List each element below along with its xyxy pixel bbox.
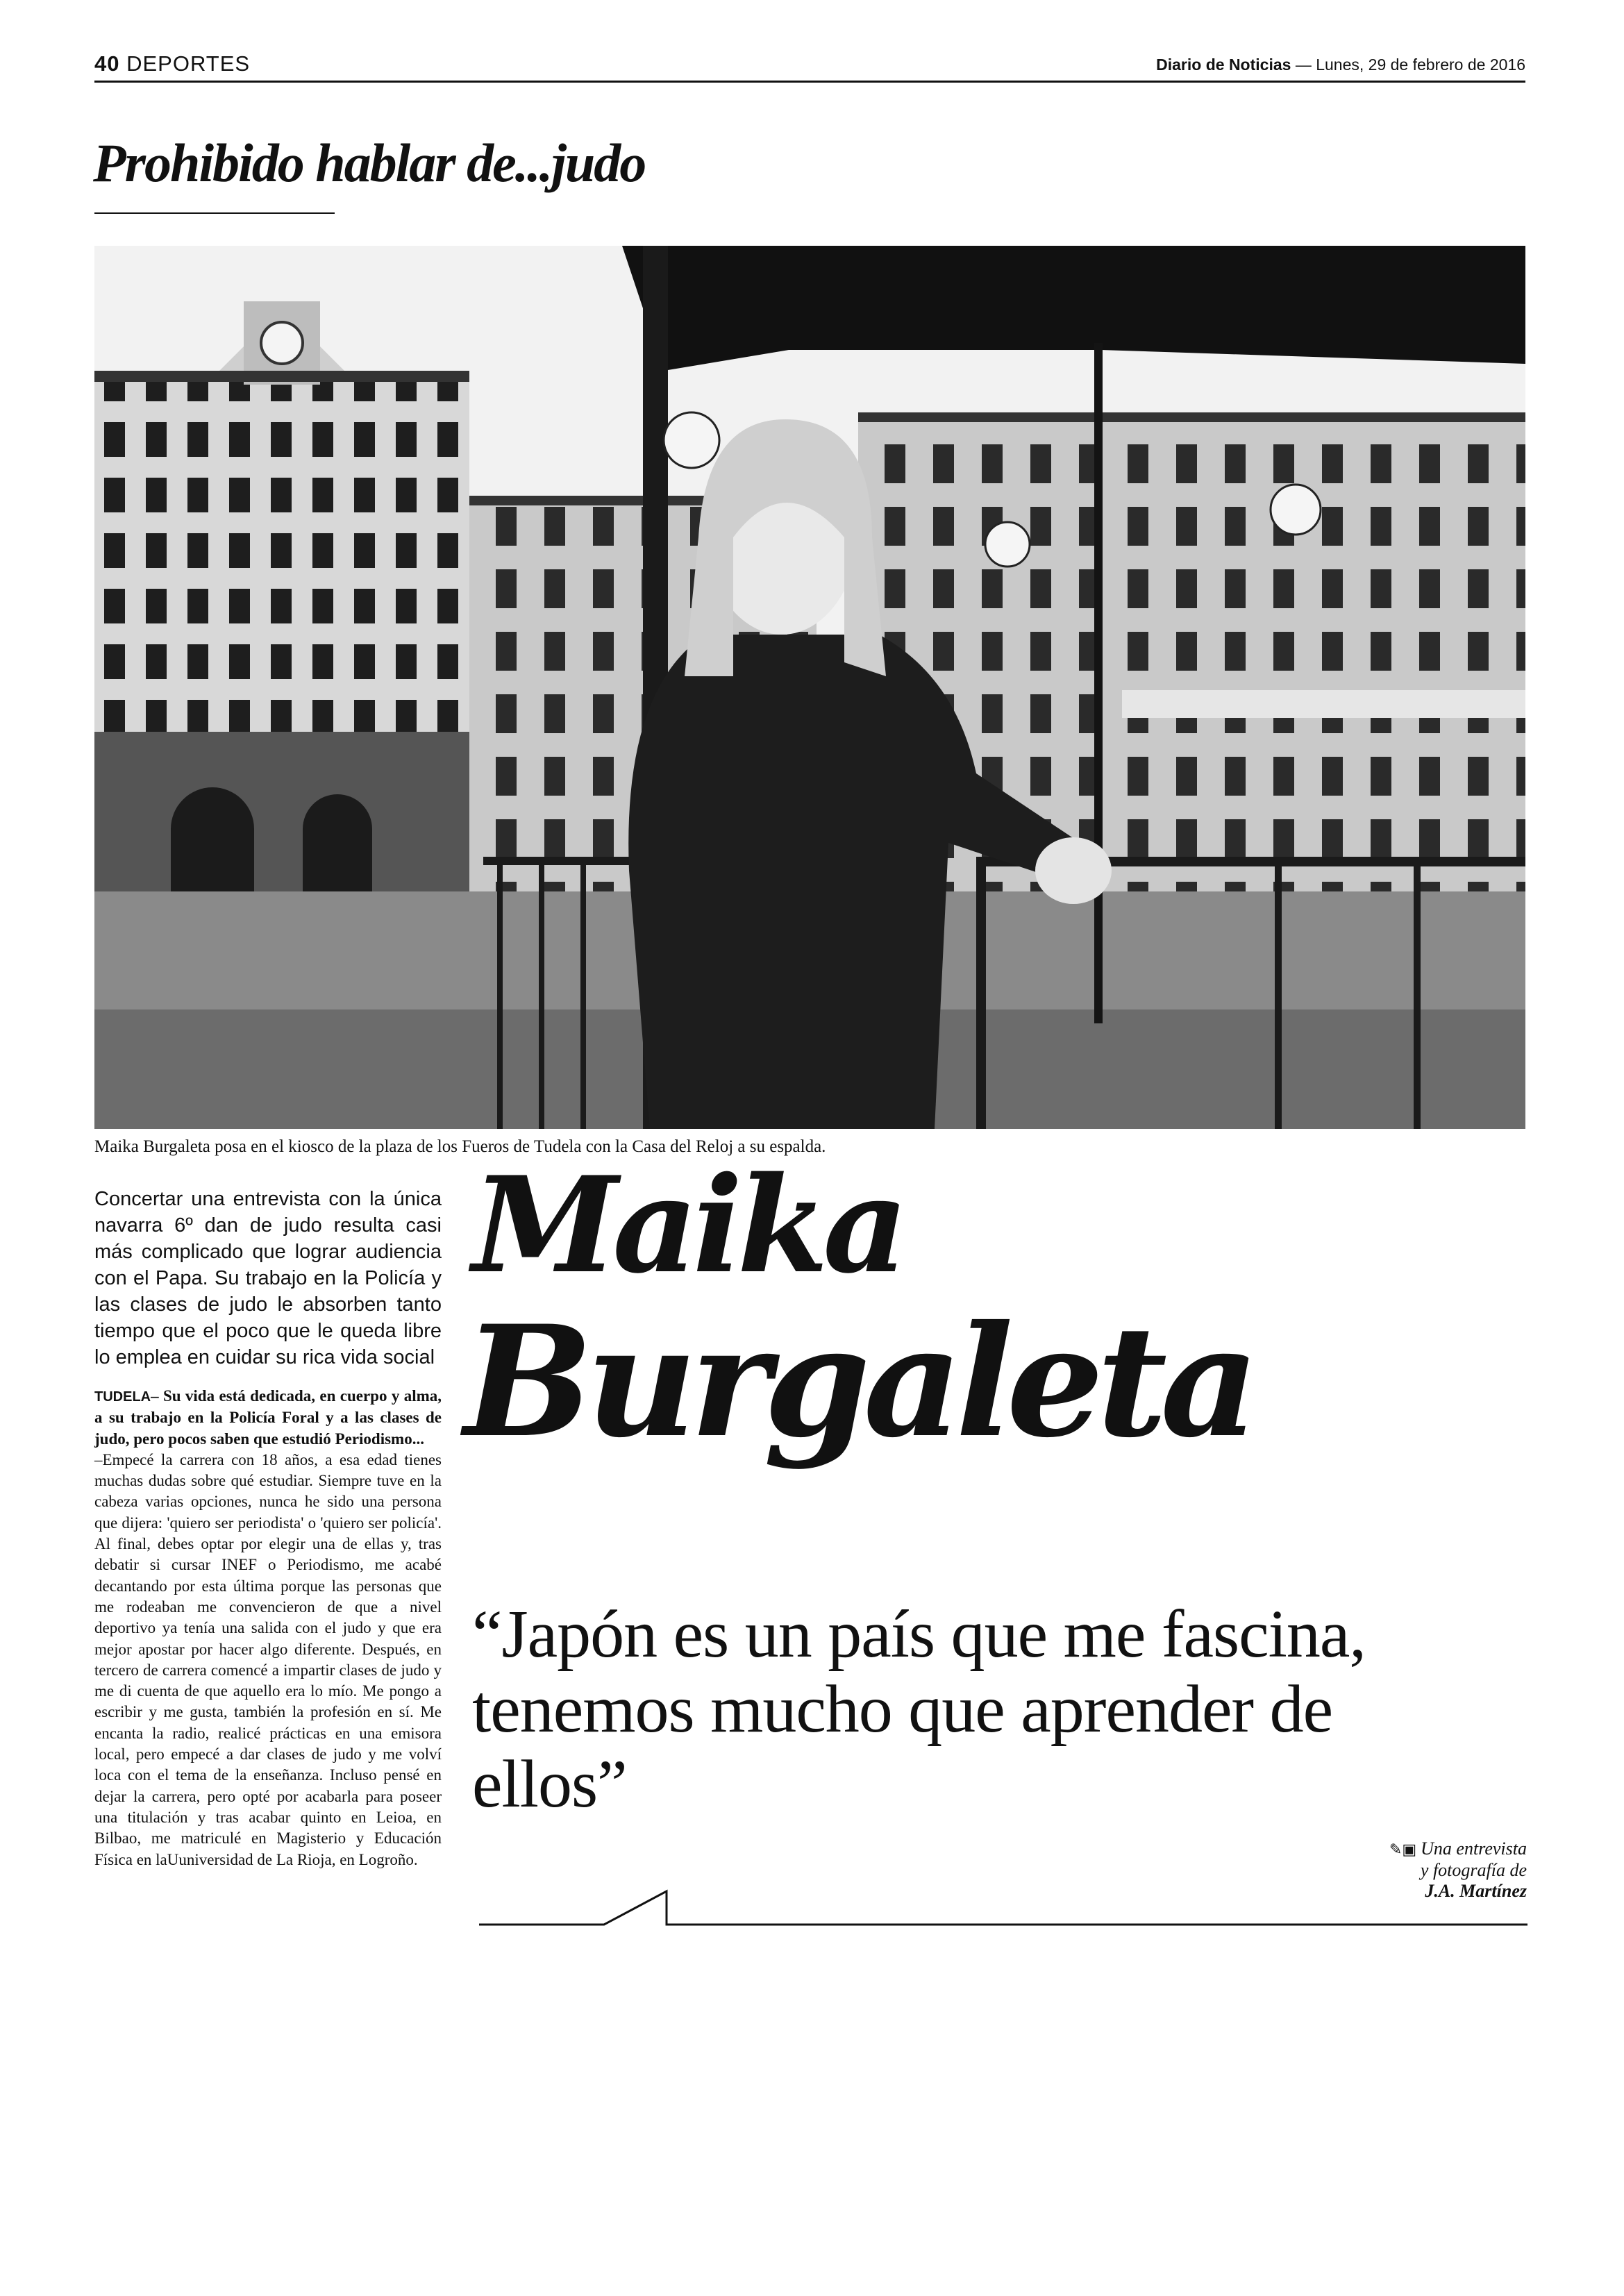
- answer-text: –Empecé la carrera con 18 años, a esa edad tienes muchas dudas sobre qué estudiar. Siempre tuve en la cabeza varias opciones, nunca he sido una persona que dijera: 'quiero ser periodista' o 'quiero ser policía'. Al final, debes optar por elegir una de ellas y, tras debatir si cursar INEF o Periodismo, me acabé decantando por esta última porque las personas que me rodeaban me convencieron de que a nivel deportivo ya tenía una salida con el judo y que era mejor apostar por hacer algo diferente. Después, en tercero de carrera comencé a impartir clases de judo y me di cuenta de que aquello era lo mío. Me pongo a escribir y me gusta, también la profesión en sí. Me encanta la radio, realicé prácticas en una emisora local, pero empecé a dar clases de judo y me volví loca con el tema de la enseñanza. Incluso pensé en dejar la carrera, pero opté por acabarla para poseer una titulación y tras acabar quinto en Leioa, en Bilbao, me matriculé en Magisterio y Educación Física en laUuniversidad de La Rioja, en Logroño.: [94, 1450, 442, 1868]
- section-name: DEPORTES: [126, 51, 251, 76]
- page-header-section: [94, 51, 250, 76]
- page-number: 40: [94, 51, 120, 76]
- headline-first-name: Maika: [472, 1148, 903, 1302]
- pencil-camera-icon: ✎▣: [1389, 1841, 1417, 1858]
- first-question: [94, 1386, 442, 1450]
- byline-line-2: y fotografía de: [1420, 1860, 1527, 1880]
- newspaper-name: Diario de Noticias: [1156, 56, 1291, 74]
- article-lead: Concertar una entrevista con la única navarra 6º dan de judo resulta casi más complicado que lograr audiencia con el Papa. Su trabajo en la Policía y las clases de judo le absorben tanto tiempo que el poco que le queda libre lo emplea en cuidar su rica vida social: [94, 1188, 442, 1368]
- header-rule: [94, 81, 1525, 83]
- dash: —: [1295, 56, 1316, 74]
- dateline: TUDELA: [94, 1389, 151, 1405]
- main-photo: [94, 246, 1525, 1129]
- photo-caption: Maika Burgaleta posa en el kiosco de la plaza de los Fueros de Tudela con la Casa del Reloj a su espalda.: [94, 1137, 826, 1156]
- series-title: Prohibido hablar de...judo: [93, 133, 646, 193]
- series-title-rule: [94, 212, 335, 214]
- pull-quote: “Japón es un país que me fascina, tenemos mucho que aprender de ellos”: [472, 1597, 1366, 1822]
- question-text: – Su vida está dedicada, en cuerpo y alma, a su trabajo en la Policía Foral y a las clases de judo, pero pocos saben que estudió Periodismo...: [94, 1387, 442, 1448]
- photo-illustration: [94, 246, 1525, 1129]
- decorative-rule: [479, 1884, 1527, 1926]
- byline-line-1: ✎▣ Una entrevista: [1389, 1838, 1527, 1859]
- article-body: [94, 1386, 442, 1870]
- page-header-dateline: [1156, 56, 1525, 74]
- headline-last-name: Burgaleta: [464, 1291, 1253, 1471]
- byline-author: J.A. Martínez: [1425, 1881, 1527, 1901]
- issue-date: Lunes, 29 de febrero de 2016: [1316, 56, 1525, 74]
